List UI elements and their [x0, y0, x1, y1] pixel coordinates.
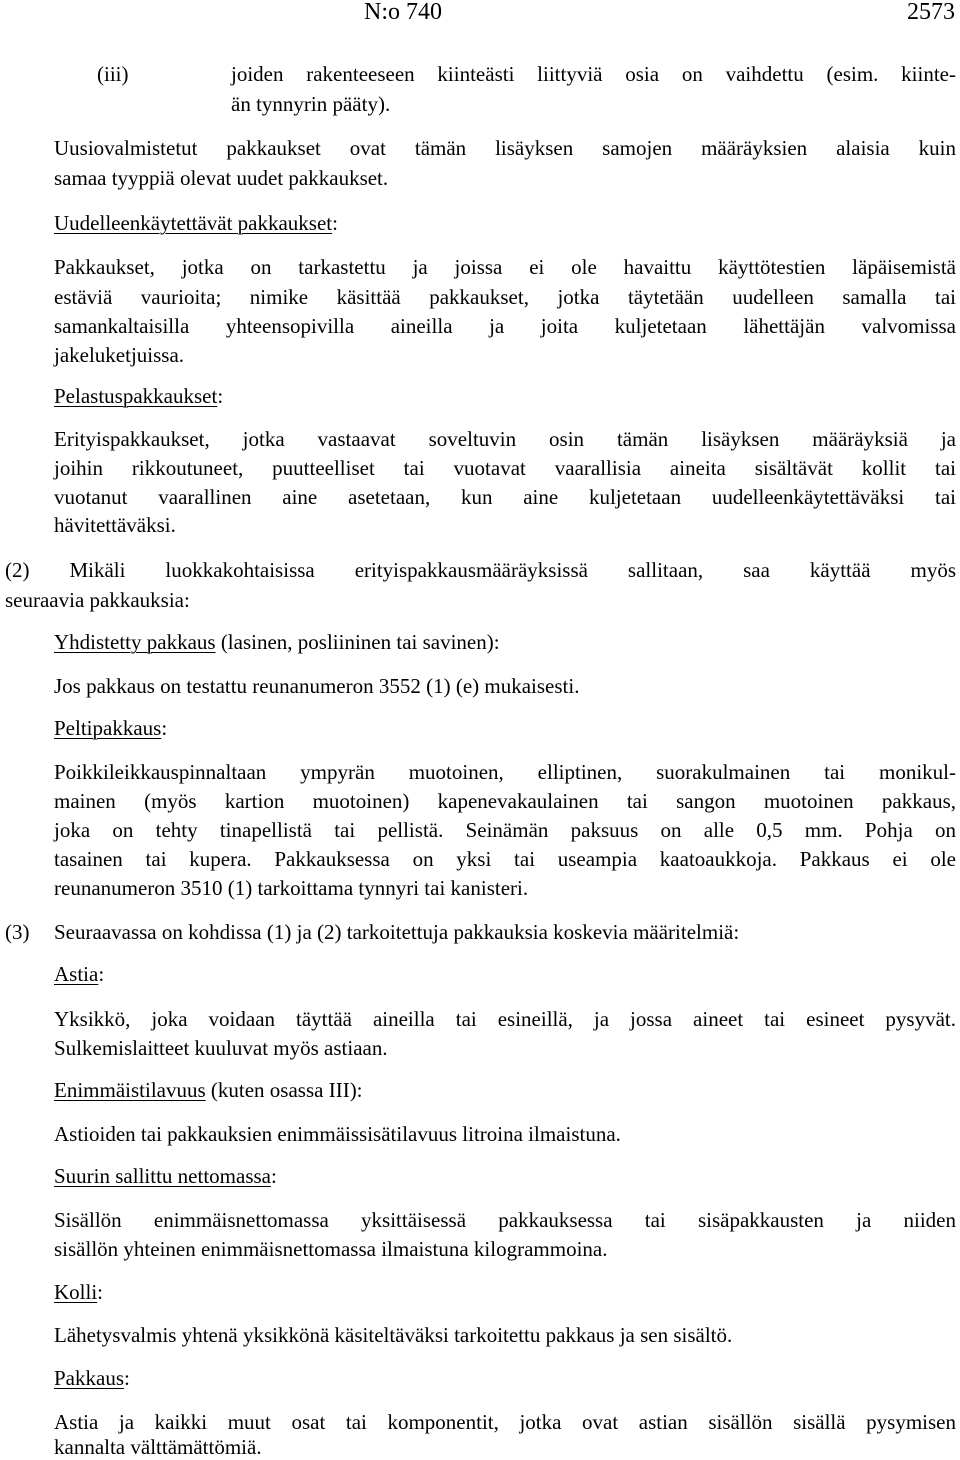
- reusable-def-line-1: Pakkaukset, jotka on tarkastettu ja joissa ei ole havaittu käyttötestien läpäisemistä: [54, 255, 956, 279]
- max-capacity-suffix: (kuten osassa III):: [205, 1078, 363, 1102]
- metal-def-line-5: reunanumeron 3510 (1) tarkoittama tynnyri tai kanisteri.: [54, 876, 529, 900]
- metal-def-line-3: joka on tehty tinapellistä tai pellistä. Seinämän paksuus on alle 0,5 mm. Pohja on: [54, 818, 956, 842]
- max-net-mass-colon: :: [270, 1164, 277, 1188]
- salvage-def-line-2: joihin rikkoutuneet, puutteelliset tai vuotavat vaarallisia aineita sisältävät kollit tai: [54, 456, 956, 480]
- salvage-term: Pelastuspakkaukset: [54, 384, 218, 408]
- document-number: N:o 740: [364, 0, 442, 25]
- reusable-def-line-4: jakeluketjuissa.: [54, 343, 185, 367]
- section-3-label: (3): [5, 920, 30, 944]
- packaging-term-heading: [54, 1365, 130, 1391]
- salvage-term-heading: [54, 383, 223, 409]
- item-label-iii: (iii): [97, 62, 129, 86]
- packaging-colon: :: [124, 1366, 130, 1390]
- receptacle-term: Astia: [54, 962, 99, 986]
- max-capacity-term-heading: [54, 1077, 363, 1103]
- salvage-colon: :: [217, 384, 224, 408]
- receptacle-def-line-1: Yksikkö, joka voidaan täyttää aineilla tai esineillä, ja jossa aineet tai esineet pysyvät.: [54, 1007, 956, 1031]
- metal-def-line-2: mainen (myös kartion muotoinen) kapenevakaulainen tai sangon muotoinen pakkaus,: [54, 789, 956, 813]
- receptacle-colon: :: [98, 962, 105, 986]
- page-number: 2573: [907, 0, 955, 25]
- package-colon: :: [97, 1280, 104, 1304]
- packaging-term: Pakkaus: [54, 1366, 124, 1390]
- composite-term: Yhdistetty pakkaus: [54, 630, 216, 654]
- salvage-def-line-4: hävitettäväksi.: [54, 513, 176, 537]
- remanufactured-para-line-1: Uusiovalmistetut pakkaukset ovat tämän lisäyksen samojen määräyksien alaisia kuin: [54, 136, 956, 160]
- max-net-mass-term-heading: [54, 1163, 277, 1189]
- receptacle-term-heading: [54, 961, 104, 987]
- receptacle-def-line-2: Sulkemislaitteet kuuluvat myös astiaan.: [54, 1036, 388, 1060]
- reusable-term: Uudelleenkäytettävät pakkaukset: [54, 211, 333, 235]
- section-2-line-1: (2) Mikäli luokkakohtaisissa erityispakkausmääräyksissä sallitaan, saa käyttää myös: [5, 558, 956, 582]
- metal-def-line-1: Poikkileikkauspinnaltaan ympyrän muotoinen, elliptinen, suorakulmainen tai monikul-: [54, 760, 956, 784]
- reusable-def-line-2: estäviä vaurioita; nimike käsittää pakkaukset, jotka täytetään uudelleen samalla tai: [54, 285, 956, 309]
- max-capacity-def: Astioiden tai pakkauksien enimmäissisätilavuus litroina ilmaistuna.: [54, 1122, 621, 1146]
- reusable-colon: :: [332, 211, 338, 235]
- packaging-def-line-1: Astia ja kaikki muut osat tai komponentit, jotka ovat astian sisällön sisällä pysymisen: [54, 1410, 956, 1434]
- packaging-def-line-2: kannalta välttämättömiä.: [54, 1435, 262, 1459]
- metal-colon: :: [161, 716, 168, 740]
- max-net-mass-term: Suurin sallittu nettomassa: [54, 1164, 271, 1188]
- metal-term-heading: [54, 715, 167, 741]
- section-3-intro: Seuraavassa on kohdissa (1) ja (2) tarkoitettuja pakkauksia koskevia määritelmiä:: [54, 920, 740, 944]
- package-term-heading: [54, 1279, 103, 1305]
- item-iii-text-line-2: än tynnyrin pääty).: [231, 92, 391, 116]
- max-net-mass-def-line-1: Sisällön enimmäisnettomassa yksittäisessä pakkauksessa tai sisäpakkausten ja niiden: [54, 1208, 956, 1232]
- package-def: Lähetysvalmis yhtenä yksikkönä käsiteltäväksi tarkoitettu pakkaus ja sen sisältö.: [54, 1323, 733, 1347]
- salvage-def-line-1: Erityispakkaukset, jotka vastaavat soveltuvin osin tämän lisäyksen määräyksiä ja: [54, 427, 956, 451]
- section-2-line-2: seuraavia pakkauksia:: [5, 588, 190, 612]
- metal-term: Peltipakkaus: [54, 716, 162, 740]
- max-capacity-term: Enimmäistilavuus: [54, 1078, 206, 1102]
- reusable-term-heading: [54, 210, 338, 236]
- max-net-mass-def-line-2: sisällön yhteinen enimmäisnettomassa ilmaistuna kilogrammoina.: [54, 1237, 608, 1261]
- metal-def-line-4: tasainen tai kupera. Pakkauksessa on yksi tai useampia kaatoaukkoja. Pakkaus ei ole: [54, 847, 956, 871]
- composite-def: Jos pakkaus on testattu reunanumeron 3552 (1) (e) mukaisesti.: [54, 674, 580, 698]
- composite-term-suffix: (lasinen, posliininen tai savinen):: [215, 630, 500, 654]
- composite-term-heading: [54, 629, 500, 655]
- package-term: Kolli: [54, 1280, 98, 1304]
- item-iii-text-line-1: joiden rakenteeseen kiinteästi liittyviä osia on vaihdettu (esim. kiinte-: [231, 62, 956, 86]
- reusable-def-line-3: samankaltaisilla yhteensopivilla aineilla ja joita kuljetetaan lähettäjän valvomissa: [54, 314, 956, 338]
- remanufactured-para-line-2: samaa tyyppiä olevat uudet pakkaukset.: [54, 166, 389, 190]
- salvage-def-line-3: vuotanut vaarallinen aine asetetaan, kun aine kuljetetaan uudelleenkäytettäväksi tai: [54, 485, 956, 509]
